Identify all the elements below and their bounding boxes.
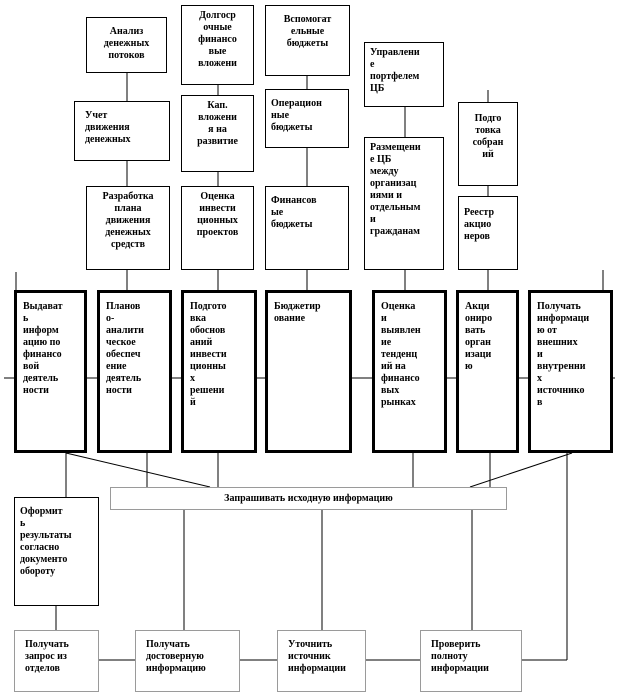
box-planovo-analiticheskoe: Планов о- аналити ческое обеспеч ение деятель ности (97, 290, 172, 453)
box-reestr-akcionerov: Реестр акцио неров (458, 196, 518, 270)
box-analiz-denezhnyh-potokov: Анализ денежных потоков (86, 17, 167, 73)
box-poluchat-zapros: Получать запрос из отделов (14, 630, 99, 692)
box-poluchat-informaciyu: Получать информаци ю от внешних и внутренни х источнико в (528, 290, 613, 453)
box-operacionnye-byudzhety: Операцион ные бюджеты (265, 89, 349, 148)
box-finansovye-byudzhety: Финансов ые бюджеты (265, 186, 349, 270)
box-podgotovka-sobranii: Подго товка собран ий (458, 102, 518, 186)
box-vydavat-informaciyu: Выдават ь информ ацию по финансо вой деятель ности (14, 290, 87, 453)
box-proverit-polnotu: Проверить полноту информации (420, 630, 522, 692)
connector-line (66, 453, 210, 487)
box-zaprashivat-iskhodnuyu-informaciyu: Запрашивать исходную информацию (110, 487, 507, 510)
box-upravlenie-portfelem: Управлени е портфелем ЦБ (364, 42, 444, 107)
box-razrabotka-plana: Разработка плана движения денежных средств (86, 186, 170, 270)
box-byudzhetirovanie: Бюджетир ование (265, 290, 352, 453)
box-vspomogatelnye-byudzhety: Вспомогат ельные бюджеты (265, 5, 350, 76)
box-podgotovka-obosnovanii: Подгото вка обоснов аний инвести ционны х решени й (181, 290, 257, 453)
box-ocenka-investicionnyh: Оценка инвести ционных проектов (181, 186, 254, 270)
box-utochnit-istochnik: Уточнить источник информации (277, 630, 366, 692)
box-uchet-dvizheniya: Учет движения денежных (74, 101, 170, 161)
box-dolgosrochnye-vlozheniya: Долгоср очные финансо вые вложени (181, 5, 254, 85)
connector-line (470, 453, 572, 487)
box-ocenka-tendencii: Оценка и выявлен ие тенденц ий на финансо вых рынках (372, 290, 447, 453)
box-poluchat-dostovernuyu: Получать достоверную информацию (135, 630, 240, 692)
box-oformit-rezultaty: Оформит ь результаты согласно документо обороту (14, 497, 99, 606)
box-razmeschenie-cb: Размещени е ЦБ между организац иями и отдельным и гражданам (364, 137, 444, 270)
box-akcionirovat: Акци ониро вать орган изаци ю (456, 290, 519, 453)
box-kap-vlozheniya: Кап. вложени я на развитие (181, 95, 254, 172)
